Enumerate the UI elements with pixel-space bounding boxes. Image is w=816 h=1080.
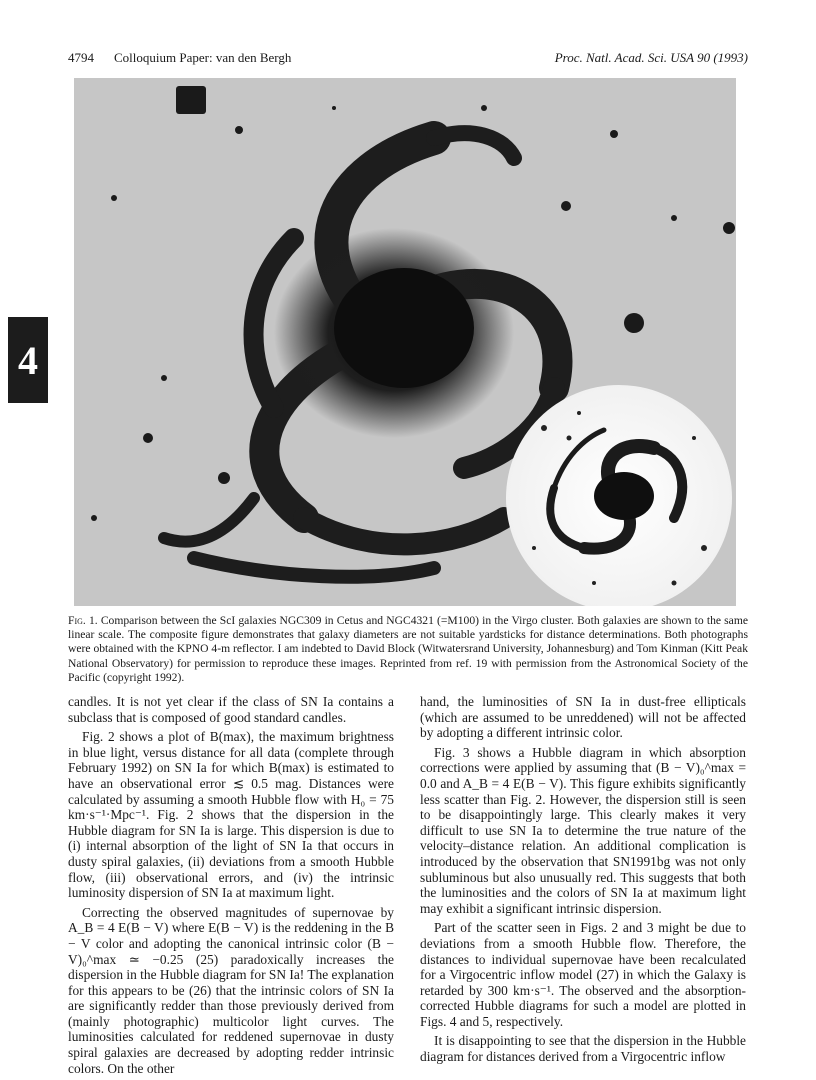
right-paragraph-1: hand, the luminosities of SN Ia in dust-free ellipticals (which are assumed to be unreddened) will not be affected by adopting a different intrinsic color. <box>420 694 746 741</box>
figure-caption <box>68 614 748 685</box>
right-paragraph-2: Fig. 3 shows a Hubble diagram in which absorption corrections were applied by assuming that (B − V)₀^max = 0.0 and A_B = 4 E(B − V). This figure exhibits significantly less scatter than Fig. 2. However, the dispersion still is seen to be disappointingly large. This clearly makes it very difficult to use SN Ia to determine the true nature of the velocity–distance relation. An additional complication is introduced by the observation that SN1991bg was not only subluminous but also unusually red. This suggests that both the luminosities and the colors of SN Ia at maximum light may exhibit a significant intrinsic dispersion. <box>420 744 746 916</box>
left-paragraph-1: candles. It is not yet clear if the class of SN Ia contains a subclass that is composed of good standard candles. <box>68 694 394 725</box>
page-header <box>68 50 748 68</box>
right-paragraph-3: Part of the scatter seen in Figs. 2 and 3 might be due to deviations from a smooth Hubble flow. Therefore, the distances to individual supernovae have been recalculated for a Virgocentric inflow model (27) in which the Galaxy is retarded by 300 km·s⁻¹. The observed and the absorption-corrected Hubble diagrams for such a model are plotted in Figs. 4 and 5, respectively. <box>420 920 746 1029</box>
page-number: 4794 <box>68 50 94 65</box>
section-tab-label: 4 <box>18 337 38 383</box>
galaxy-photograph <box>74 78 736 606</box>
running-title: Colloquium Paper: van den Bergh <box>114 50 292 65</box>
inset-galaxy <box>506 385 732 606</box>
right-paragraph-4: It is disappointing to see that the dispersion in the Hubble diagram for distances derived from a Virgocentric inflow <box>420 1033 746 1065</box>
left-column <box>68 694 394 1080</box>
journal-citation: Proc. Natl. Acad. Sci. USA 90 (1993) <box>554 50 748 65</box>
caption-label: Fig. 1. <box>68 614 98 627</box>
left-paragraph-3: Correcting the observed magnitudes of supernovae by A_B = 4 E(B − V) where E(B − V) is the reddening in the B − V color and adopting the canonical intrinsic color (B − V)₀^max ≃ −0.25 (25) paradoxically increases the dispersion in the Hubble diagram for SN Ia! The explanation for this appears to be (26) that the intrinsic colors of SN Ia are significantly redder than those previously derived from (mainly photographic) multicolor light curves. The luminosities calculated for reddened supernovae in dusty spiral galaxies are decreased by adopting redder intrinsic colors. On the other <box>68 904 394 1076</box>
caption-text: Comparison between the ScI galaxies NGC309 in Cetus and NGC4321 (=M100) in the Virgo cluster. Both galaxies are shown to the same linear scale. The composite figure demonstrates that galaxy diameters are not suitable yardsticks for distance determinations. Both photographs were obtained with the KPNO 4-m reflector. I am indebted to David Block (Witwatersrand University, Johannesburg) and Tom Kinman (Kitt Peak National Observatory) for permission to reproduce these images. Reprinted from ref. 19 with permission from the Astronomical Society of the Pacific (copyright 1992). <box>68 614 748 684</box>
left-paragraph-2: Fig. 2 shows a plot of B(max), the maximum brightness in blue light, versus distance for all data (complete through February 1992) on SN Ia for which B(max) is estimated to have an observational error ≲ 0.5 mag. Distances were calculated by assuming a smooth Hubble flow with H₀ = 75 km·s⁻¹·Mpc⁻¹. Fig. 2 shows that the dispersion in the Hubble diagram for SN Ia is large. This dispersion is due to (i) internal absorption of the light of SN Ia that occurs in dusty spiral galaxies, (ii) deviations from a smooth Hubble flow, (iii) observational errors, and (iv) the intrinsic luminosity dispersion of SN Ia at maximum light. <box>68 729 394 901</box>
section-tab <box>8 317 48 403</box>
right-column <box>420 694 746 1069</box>
galaxy-figure <box>74 78 736 606</box>
